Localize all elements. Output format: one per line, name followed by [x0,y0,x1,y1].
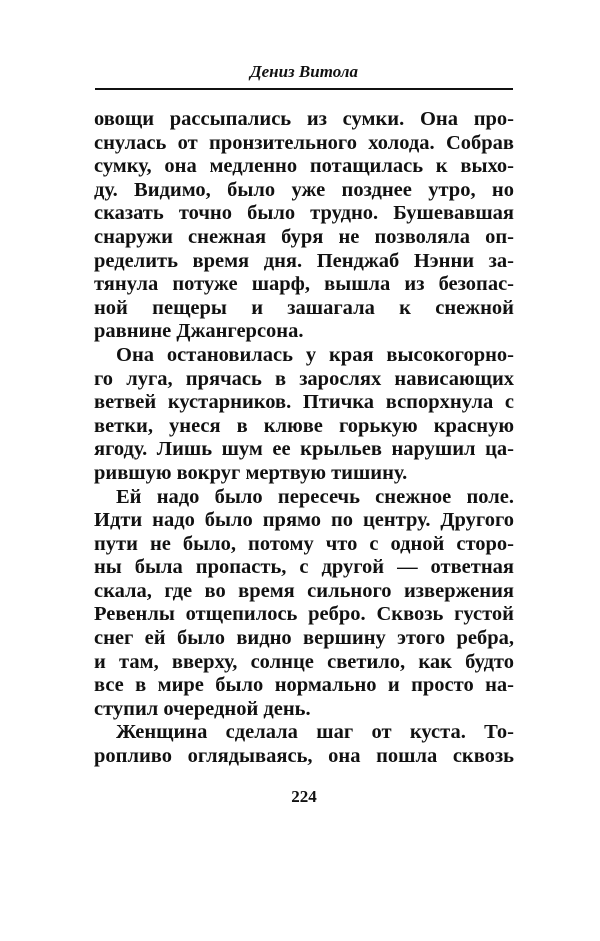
text-line: равнине Джангерсона. [94,320,304,343]
body-text [94,108,514,769]
text-line: Ревенлы отщепилось ребро. Сквозь густой [94,603,514,626]
text-line: тянула потуже шарф, вышла из безопас- [94,273,514,296]
text-line: ределить время дня. Пенджаб Нэнни за- [94,249,514,272]
text-line: ной пещеры и зашагала к снежной [94,296,514,319]
text-line: ступил очередной день. [94,697,311,720]
text-line: ропливо оглядываясь, она пошла сквозь [94,745,514,768]
text-line: Идти надо было прямо по центру. Другого [94,509,514,532]
page-number: 224 [291,787,317,806]
text-line: снег ей было видно вершину этого ребра, [94,627,514,650]
text-line: и там, вверху, солнце светило, как будто [94,650,514,673]
paragraph-first-line: Ей надо было пересечь снежное поле. [116,485,514,508]
text-line: все в мире было нормально и просто на- [94,674,514,697]
text-line: ветки, унеся в клюве горькую красную [94,414,514,437]
text-line: ны была пропасть, с другой — ответная [94,556,514,579]
paragraph-first-line: Женщина сделала шаг от куста. То- [116,721,514,744]
text-line: ду. Видимо, было уже позднее утро, но [94,178,514,201]
text-line: снулась от пронзительного холода. Собрав [94,131,514,154]
text-line: снаружи снежная буря не позволяла оп- [94,225,514,248]
text-line: сумку, она медленно потащилась к выхо- [94,155,514,178]
text-line: рившую вокруг мертвую тишину. [94,461,408,484]
text-line: го луга, прячась в зарослях нависающих [94,367,514,390]
text-line: сказать точно было трудно. Бушевавшая [94,202,514,225]
running-head-author: Дениз Витола [249,62,359,81]
text-line: овощи рассыпались из сумки. Она про- [94,108,514,130]
header-rule [95,88,513,90]
text-line: пути не было, потому что с одной сторо- [94,532,514,555]
text-line: скала, где во время сильного извержения [94,579,514,602]
text-line: ягоду. Лишь шум ее крыльев нарушил ца- [94,438,514,461]
text-line: ветвей кустарников. Птичка вспорхнула с [94,391,514,414]
paragraph-first-line: Она остановилась у края высокогорно- [116,343,514,366]
